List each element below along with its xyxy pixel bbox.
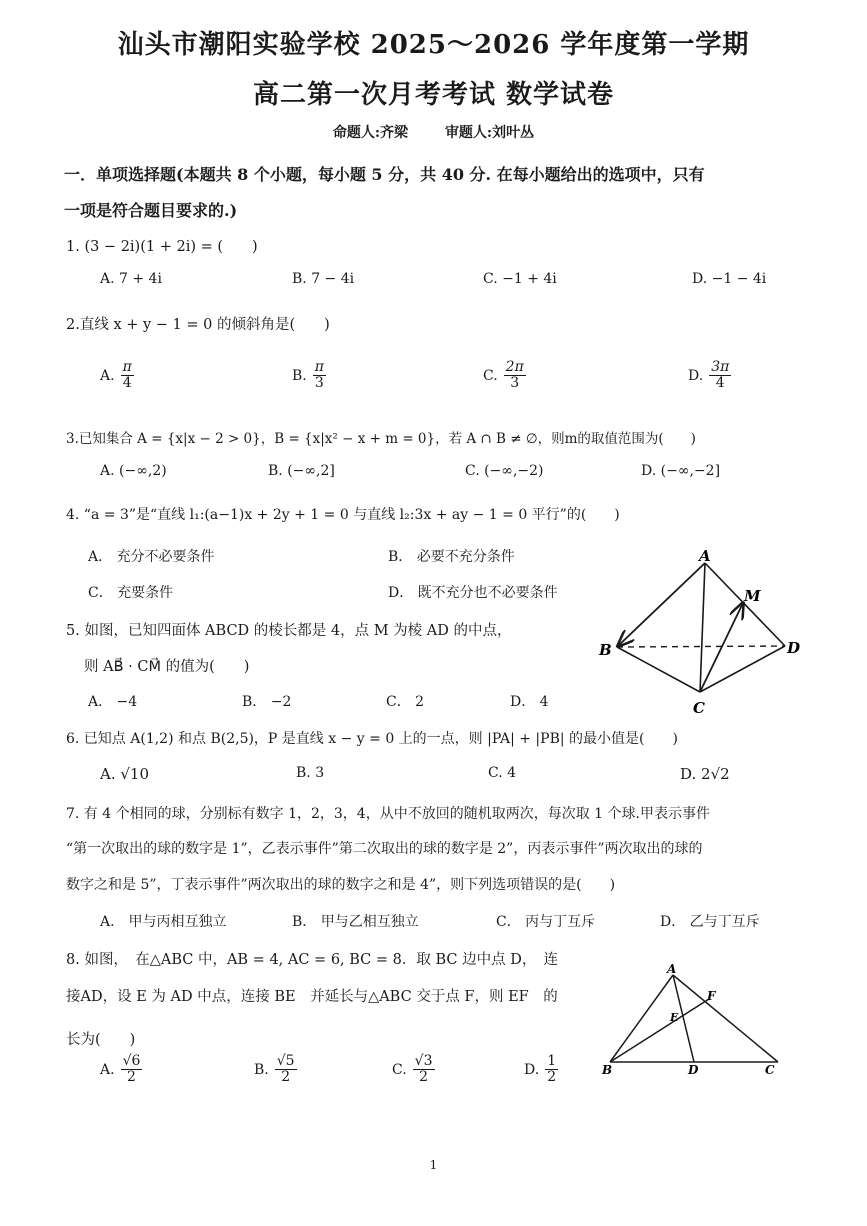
edge-ab-vector [618, 563, 705, 646]
section-heading-line1: 一．单项选择题(本题共 8 个小题，每小题 5 分，共 40 分. 在每小题给出的选项中，只有 [64, 165, 705, 184]
q6-option-b: B. 3 [296, 765, 325, 781]
q2-option-b [292, 360, 326, 392]
q7-option-b: B． 甲与乙相互独立 [292, 914, 419, 930]
q2-option-d-label: D. [688, 367, 704, 384]
q2-option-d-den: 4 [715, 375, 725, 392]
q3-option-c: C. (−∞,−2) [465, 463, 544, 479]
q8-option-c-den: 2 [419, 1069, 429, 1086]
q5-stem-line1: 5. 如图，已知四面体 ABCD 的棱长都是 4，点 M 为棱 AD 的中点， [66, 623, 512, 639]
q7-option-a: A． 甲与丙相互独立 [100, 914, 227, 930]
q8-option-d-label: D. [524, 1061, 540, 1078]
q2-stem: 2.直线 x + y − 1 = 0 的倾斜角是( ) [66, 317, 330, 333]
q8-label-b: B [602, 1063, 613, 1077]
q6-stem: 6. 已知点 A(1,2) 和点 B(2,5)，P 是直线 x − y = 0 上的一点，则 |PA| + |PB| 的最小值是( ) [66, 731, 678, 747]
segment-ab [610, 975, 673, 1062]
q3-stem: 3.已知集合 A = {x|x − 2 > 0}，B = {x|x² − x + m = 0}，若 A ∩ B ≠ ∅，则m的取值范围为( ) [66, 431, 696, 447]
q2-option-c-num: 2π [505, 359, 524, 375]
exam-title-line2: 高二第一次月考考试 数学试卷 [252, 80, 615, 110]
q8-label-f: F [707, 989, 716, 1003]
q1-option-b: B. 7 − 4i [292, 271, 355, 287]
q2-option-a-num: π [122, 359, 132, 375]
q6-option-d: D. 2√2 [680, 765, 730, 783]
q8-option-c-label: C. [392, 1061, 407, 1078]
q2-option-b-den: 3 [314, 375, 324, 392]
q5-stem-line2: 则 AB⃗ · CM⃗ 的值为( ) [84, 659, 250, 675]
q8-label-e: E [670, 1011, 679, 1024]
q8-option-a-num: √6 [122, 1053, 141, 1069]
q5-label-c: C [693, 699, 705, 717]
q1-option-a: A. 7 + 4i [100, 271, 162, 287]
q5-label-m: M [744, 587, 761, 605]
q8-option-b [254, 1054, 297, 1086]
q3-option-d: D. (−∞,−2] [641, 463, 721, 479]
q2-option-c-den: 3 [510, 375, 520, 392]
q8-line3: 长为( ) [66, 1032, 136, 1048]
q5-option-c: C． 2 [386, 694, 425, 710]
edge-bc [617, 647, 700, 692]
q3-option-a: A. (−∞,2) [100, 463, 167, 479]
q8-option-c-num: √3 [414, 1053, 433, 1069]
q1-stem: 1. (3 − 2i)(1 + 2i) = ( ) [66, 239, 258, 255]
q5-label-d: D [787, 639, 801, 657]
exam-authors [0, 122, 867, 142]
q2-option-c [483, 360, 526, 392]
q4-option-d: D． 既不充分也不必要条件 [388, 585, 558, 601]
q2-option-a-label: A. [100, 367, 115, 384]
q7-line3: 数字之和是 5”，丁表示事件”两次取出的球的数字之和是 4”，则下列选项错误的是( ) [66, 877, 616, 893]
q6-option-c: C. 4 [488, 765, 517, 781]
q8-option-c [392, 1054, 435, 1086]
q4-option-a: A． 充分不必要条件 [88, 549, 215, 565]
setter-label: 命题人:齐梁 [332, 125, 409, 141]
q8-line1: 8. 如图， 在△ABC 中，AB = 4, AC = 6, BC = 8．取 BC 边中点 D， 连 [66, 952, 559, 968]
segment-bf [610, 999, 709, 1062]
q5-label-a: A [699, 547, 711, 565]
edge-ac [700, 563, 705, 692]
exam-title-line1: 汕头市潮阳实验学校 2025～2026 学年度第一学期 [117, 30, 750, 60]
q7-option-c: C． 丙与丁互斥 [496, 914, 596, 930]
q8-option-a-label: A. [100, 1061, 115, 1078]
q1-option-c: C. −1 + 4i [483, 271, 557, 287]
segment-ac [673, 975, 778, 1062]
q2-option-c-label: C. [483, 367, 498, 384]
q5-option-d: D． 4 [510, 694, 549, 710]
q8-option-a-den: 2 [127, 1069, 136, 1086]
q7-line2: “第一次取出的球的数字是 1”，乙表示事件”第二次取出的球的数字是 2”，丙表示事件”两次取出的球的 [66, 841, 703, 857]
page-number: 1 [429, 1158, 438, 1172]
q8-option-a [100, 1054, 142, 1086]
q2-option-b-label: B. [292, 367, 307, 384]
q8-label-c: C [765, 1063, 775, 1077]
q8-option-d [524, 1054, 558, 1086]
q5-option-b: B． −2 [242, 694, 292, 710]
q5-option-a: A． −4 [88, 694, 138, 710]
q8-option-b-den: 2 [281, 1069, 291, 1086]
q7-option-d: D． 乙与丁互斥 [660, 914, 760, 930]
q8-option-b-label: B. [254, 1061, 269, 1078]
q2-option-b-num: π [314, 359, 324, 375]
reviewer-label: 审题人:刘叶丛 [444, 125, 535, 141]
q2-option-a [100, 360, 134, 392]
q1-option-d: D. −1 − 4i [692, 271, 767, 287]
q8-label-d: D [688, 1063, 699, 1077]
q2-option-d-num: 3π [711, 359, 730, 375]
q7-line1: 7. 有 4 个相同的球，分别标有数字 1，2，3，4，从中不放回的随机取两次，每次取 1 个球.甲表示事件 [66, 806, 710, 822]
q6-option-a: A. √10 [100, 765, 150, 783]
q5-label-b: B [599, 641, 612, 659]
q2-option-a-den: 4 [122, 375, 132, 392]
q4-option-c: C． 充要条件 [88, 585, 174, 601]
q8-option-b-num: √5 [276, 1053, 295, 1069]
q4-option-b: B． 必要不充分条件 [388, 549, 515, 565]
q4-stem: 4. “a = 3”是“直线 l₁:(a−1)x + 2y + 1 = 0 与直线 l₂:3x + ay − 1 = 0 平行”的( ) [66, 507, 620, 523]
section-heading-line2: 一项是符合题目要求的.) [64, 201, 238, 220]
q2-option-d [688, 360, 731, 392]
vector-cm [700, 603, 743, 692]
q8-line2: 接AD，设 E 为 AD 中点，连接 BE 并延长与△ABC 交于点 F，则 EF 的 [66, 989, 558, 1005]
edge-cd [700, 646, 785, 692]
q8-option-d-num: 1 [547, 1053, 557, 1069]
q8-label-a: A [667, 962, 677, 976]
q5-tetrahedron-figure [595, 545, 810, 720]
q8-triangle-figure [598, 955, 793, 1083]
q8-option-d-den: 2 [547, 1069, 557, 1086]
q3-option-b: B. (−∞,2] [268, 463, 335, 479]
